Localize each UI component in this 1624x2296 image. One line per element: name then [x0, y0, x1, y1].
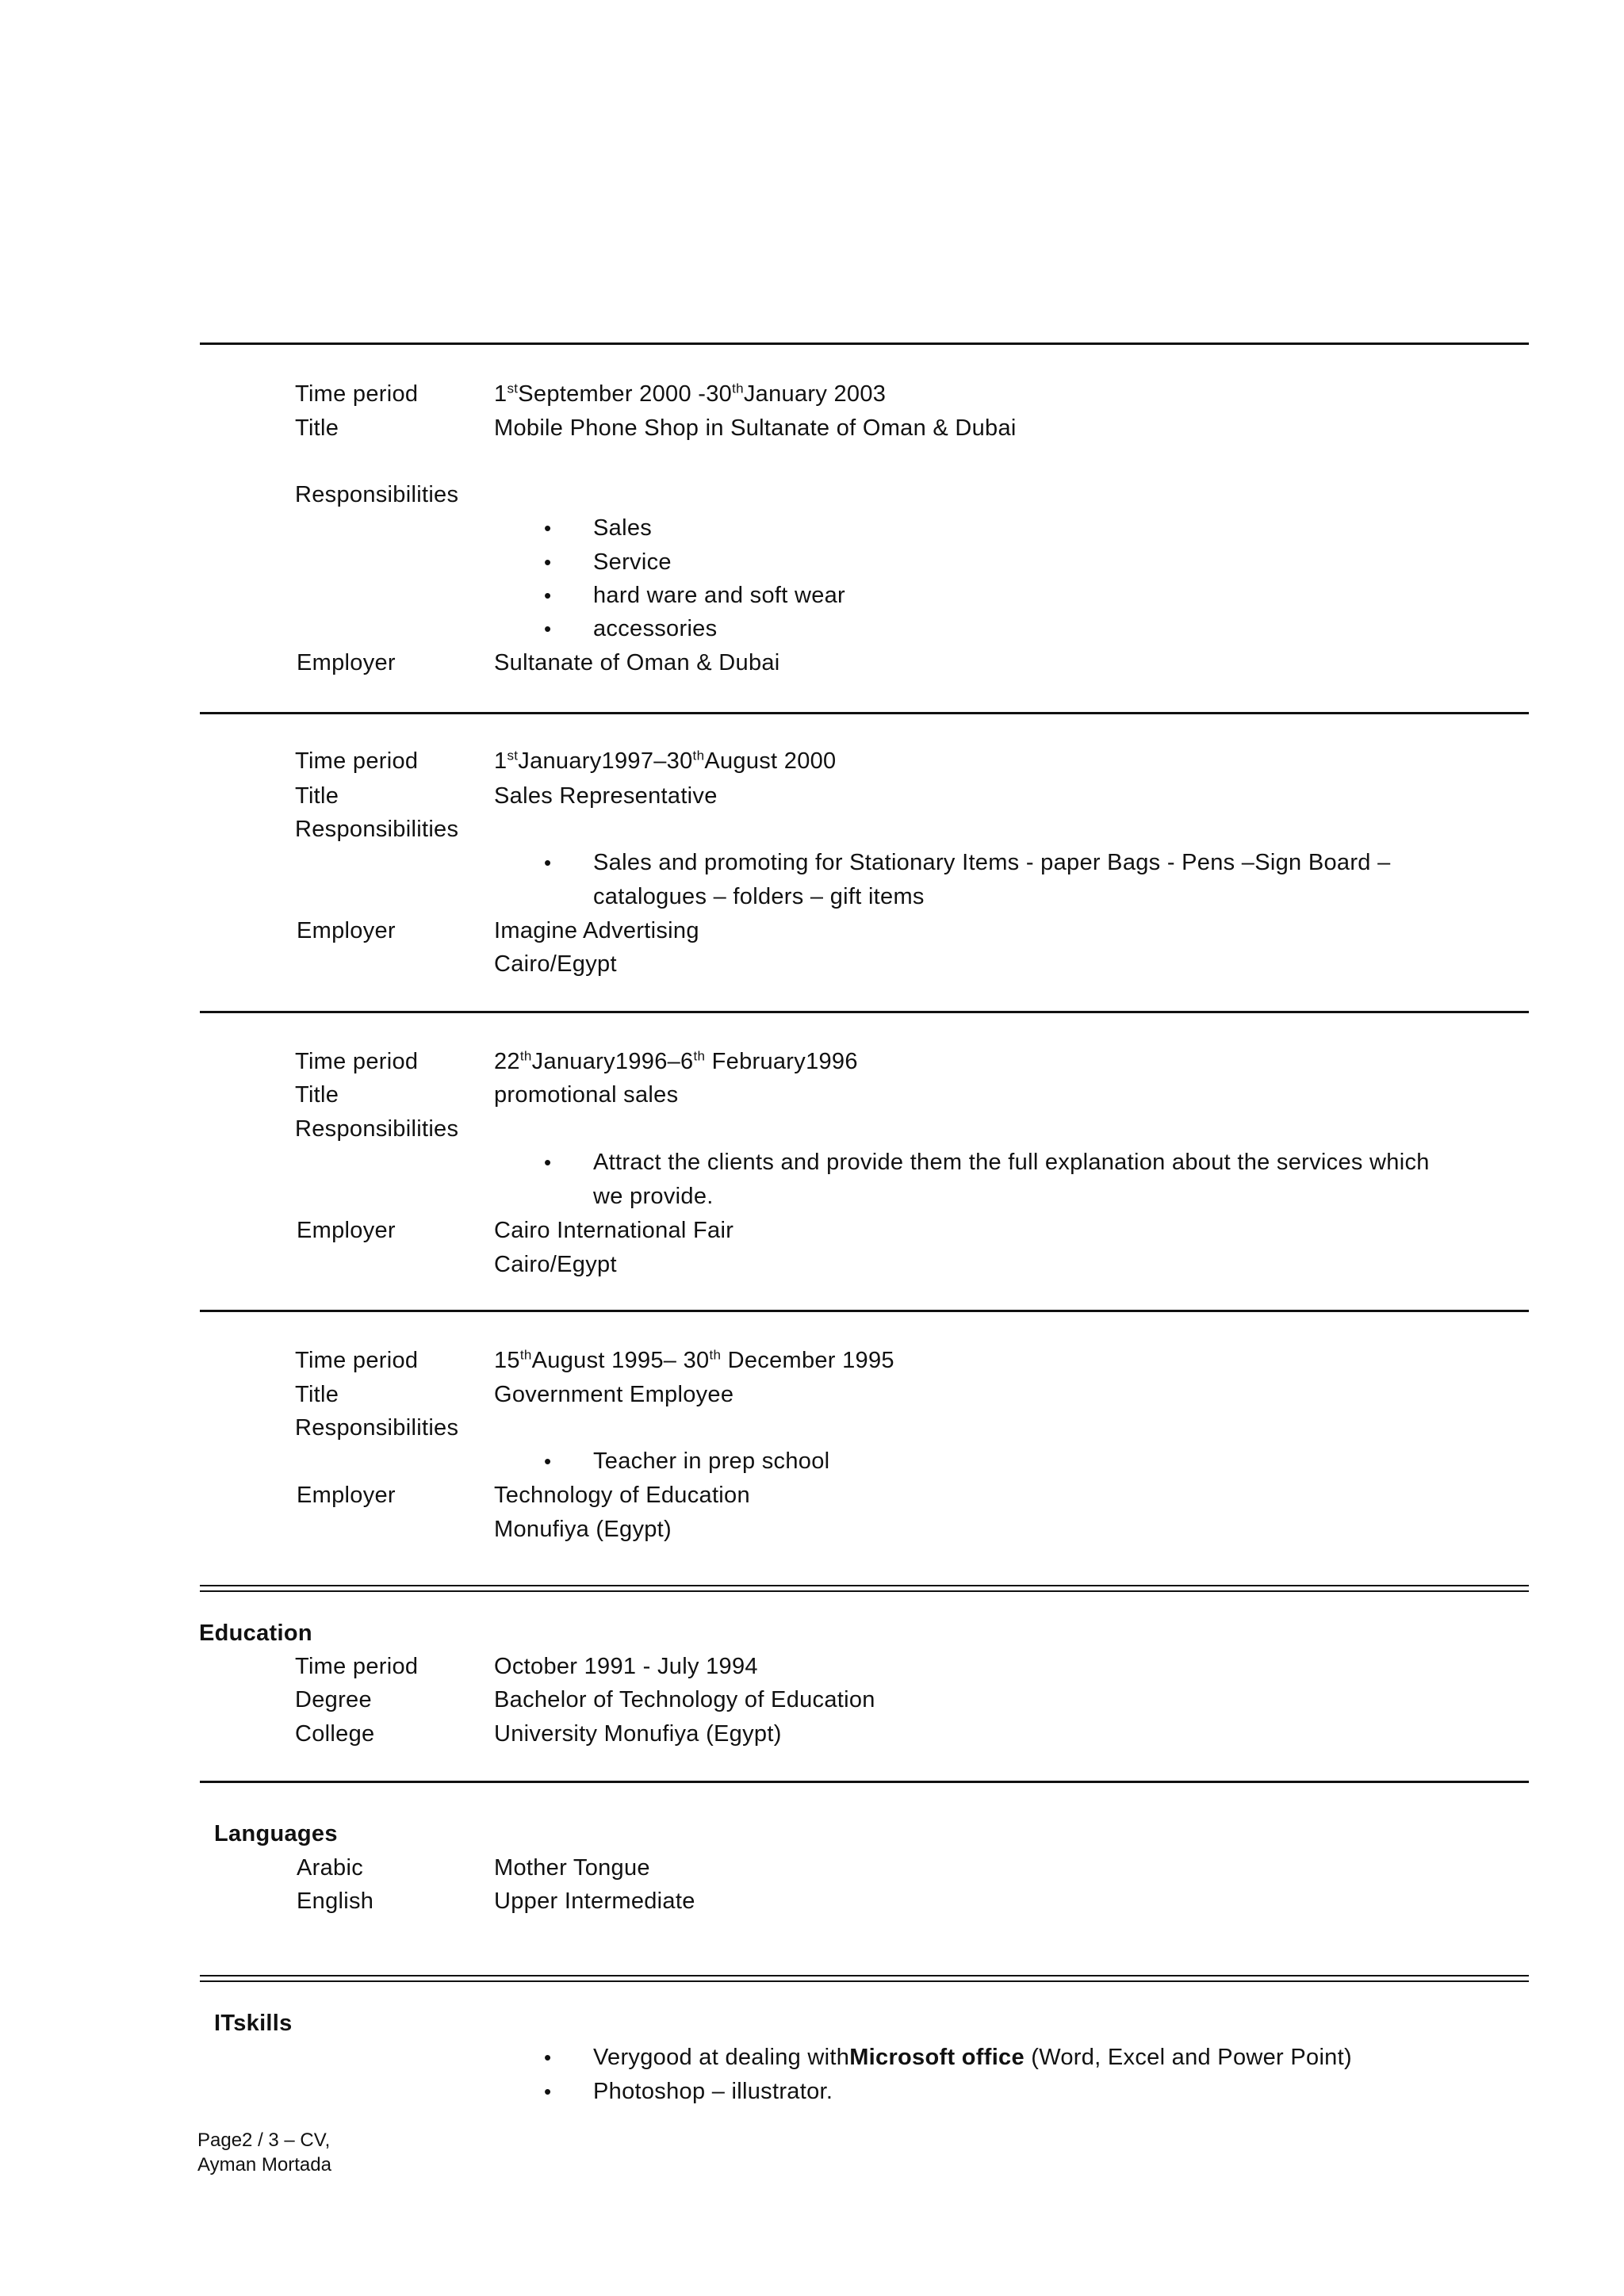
time-period-value: 1stSeptember 2000 -30thJanuary 2003 — [494, 381, 887, 407]
bullet-icon: • — [544, 617, 552, 641]
title-value: Sales Representative — [494, 783, 718, 809]
responsibilities-label: Responsibilities — [295, 1116, 459, 1142]
language-label: English — [297, 1888, 374, 1914]
education-value: University Monufiya (Egypt) — [494, 1721, 782, 1747]
page-footer-line1: Page2 / 3 – CV, — [197, 2130, 331, 2151]
section-divider — [200, 712, 1529, 714]
time-period-value: 22thJanuary1996–6th February1996 — [494, 1048, 858, 1074]
section-divider-double — [200, 1585, 1529, 1592]
time-period-label: Time period — [295, 1348, 419, 1373]
responsibilities-label: Responsibilities — [295, 817, 459, 842]
employer-label: Employer — [297, 650, 396, 675]
education-heading: Education — [199, 1621, 312, 1646]
title-label: Title — [295, 415, 339, 441]
it-skills-heading: ITskills — [214, 2011, 293, 2036]
language-level: Mother Tongue — [494, 1855, 650, 1881]
employer-value: Sultanate of Oman & Dubai — [494, 650, 780, 675]
section-divider-double — [200, 1975, 1529, 1982]
bullet-icon: • — [544, 516, 552, 540]
section-divider — [200, 1310, 1529, 1312]
responsibility-item: Service — [593, 549, 672, 575]
responsibility-item: Sales and promoting for Stationary Items - paper Bags - Pens –Sign Board – — [593, 850, 1391, 875]
employer-label: Employer — [297, 918, 396, 943]
responsibility-item: Sales — [593, 515, 653, 541]
section-divider — [200, 342, 1529, 345]
language-level: Upper Intermediate — [494, 1888, 695, 1914]
education-value: Bachelor of Technology of Education — [494, 1687, 875, 1712]
title-label: Title — [295, 1082, 339, 1108]
responsibilities-label: Responsibilities — [295, 482, 459, 507]
responsibilities-label: Responsibilities — [295, 1415, 459, 1441]
bullet-icon: • — [544, 851, 552, 874]
responsibility-item-continued: we provide. — [593, 1184, 714, 1209]
responsibility-item-continued: catalogues – folders – gift items — [593, 884, 925, 909]
it-skill-item: Photoshop – illustrator. — [593, 2079, 833, 2104]
responsibility-item: Attract the clients and provide them the full explanation about the services which — [593, 1150, 1430, 1175]
bullet-icon: • — [544, 550, 552, 574]
it-skill-item: Verygood at dealing withMicrosoft office (Word, Excel and Power Point) — [593, 2045, 1352, 2070]
bullet-icon: • — [544, 584, 552, 607]
employer-value: Imagine Advertising — [494, 918, 699, 943]
employer-label: Employer — [297, 1218, 396, 1243]
employer-value: Cairo International Fair — [494, 1218, 734, 1243]
title-value: Mobile Phone Shop in Sultanate of Oman & Dubai — [494, 415, 1017, 441]
education-value: October 1991 - July 1994 — [494, 1654, 758, 1679]
employer-location: Monufiya (Egypt) — [494, 1517, 672, 1542]
languages-heading: Languages — [214, 1821, 338, 1846]
time-period-value: 15thAugust 1995– 30th December 1995 — [494, 1347, 894, 1373]
responsibility-item: accessories — [593, 616, 718, 641]
language-label: Arabic — [297, 1855, 363, 1881]
employer-location: Cairo/Egypt — [494, 1252, 617, 1277]
section-divider — [200, 1781, 1529, 1783]
education-label: Time period — [295, 1654, 419, 1679]
time-period-label: Time period — [295, 748, 419, 774]
time-period-label: Time period — [295, 381, 419, 407]
title-label: Title — [295, 1382, 339, 1407]
page-footer-author: Ayman Mortada — [197, 2154, 331, 2175]
employer-value: Technology of Education — [494, 1483, 750, 1508]
time-period-value: 1stJanuary1997–30thAugust 2000 — [494, 748, 837, 774]
bullet-icon: • — [544, 2080, 552, 2103]
education-label: College — [295, 1721, 375, 1747]
education-label: Degree — [295, 1687, 372, 1712]
section-divider — [200, 1011, 1529, 1013]
title-label: Title — [295, 783, 339, 809]
time-period-label: Time period — [295, 1049, 419, 1074]
bullet-icon: • — [544, 1150, 552, 1174]
bullet-icon: • — [544, 1449, 552, 1473]
employer-label: Employer — [297, 1483, 396, 1508]
bullet-icon: • — [544, 2045, 552, 2069]
title-value: Government Employee — [494, 1382, 734, 1407]
responsibility-item: hard ware and soft wear — [593, 583, 846, 608]
responsibility-item: Teacher in prep school — [593, 1448, 830, 1474]
employer-location: Cairo/Egypt — [494, 951, 617, 977]
title-value: promotional sales — [494, 1082, 679, 1108]
